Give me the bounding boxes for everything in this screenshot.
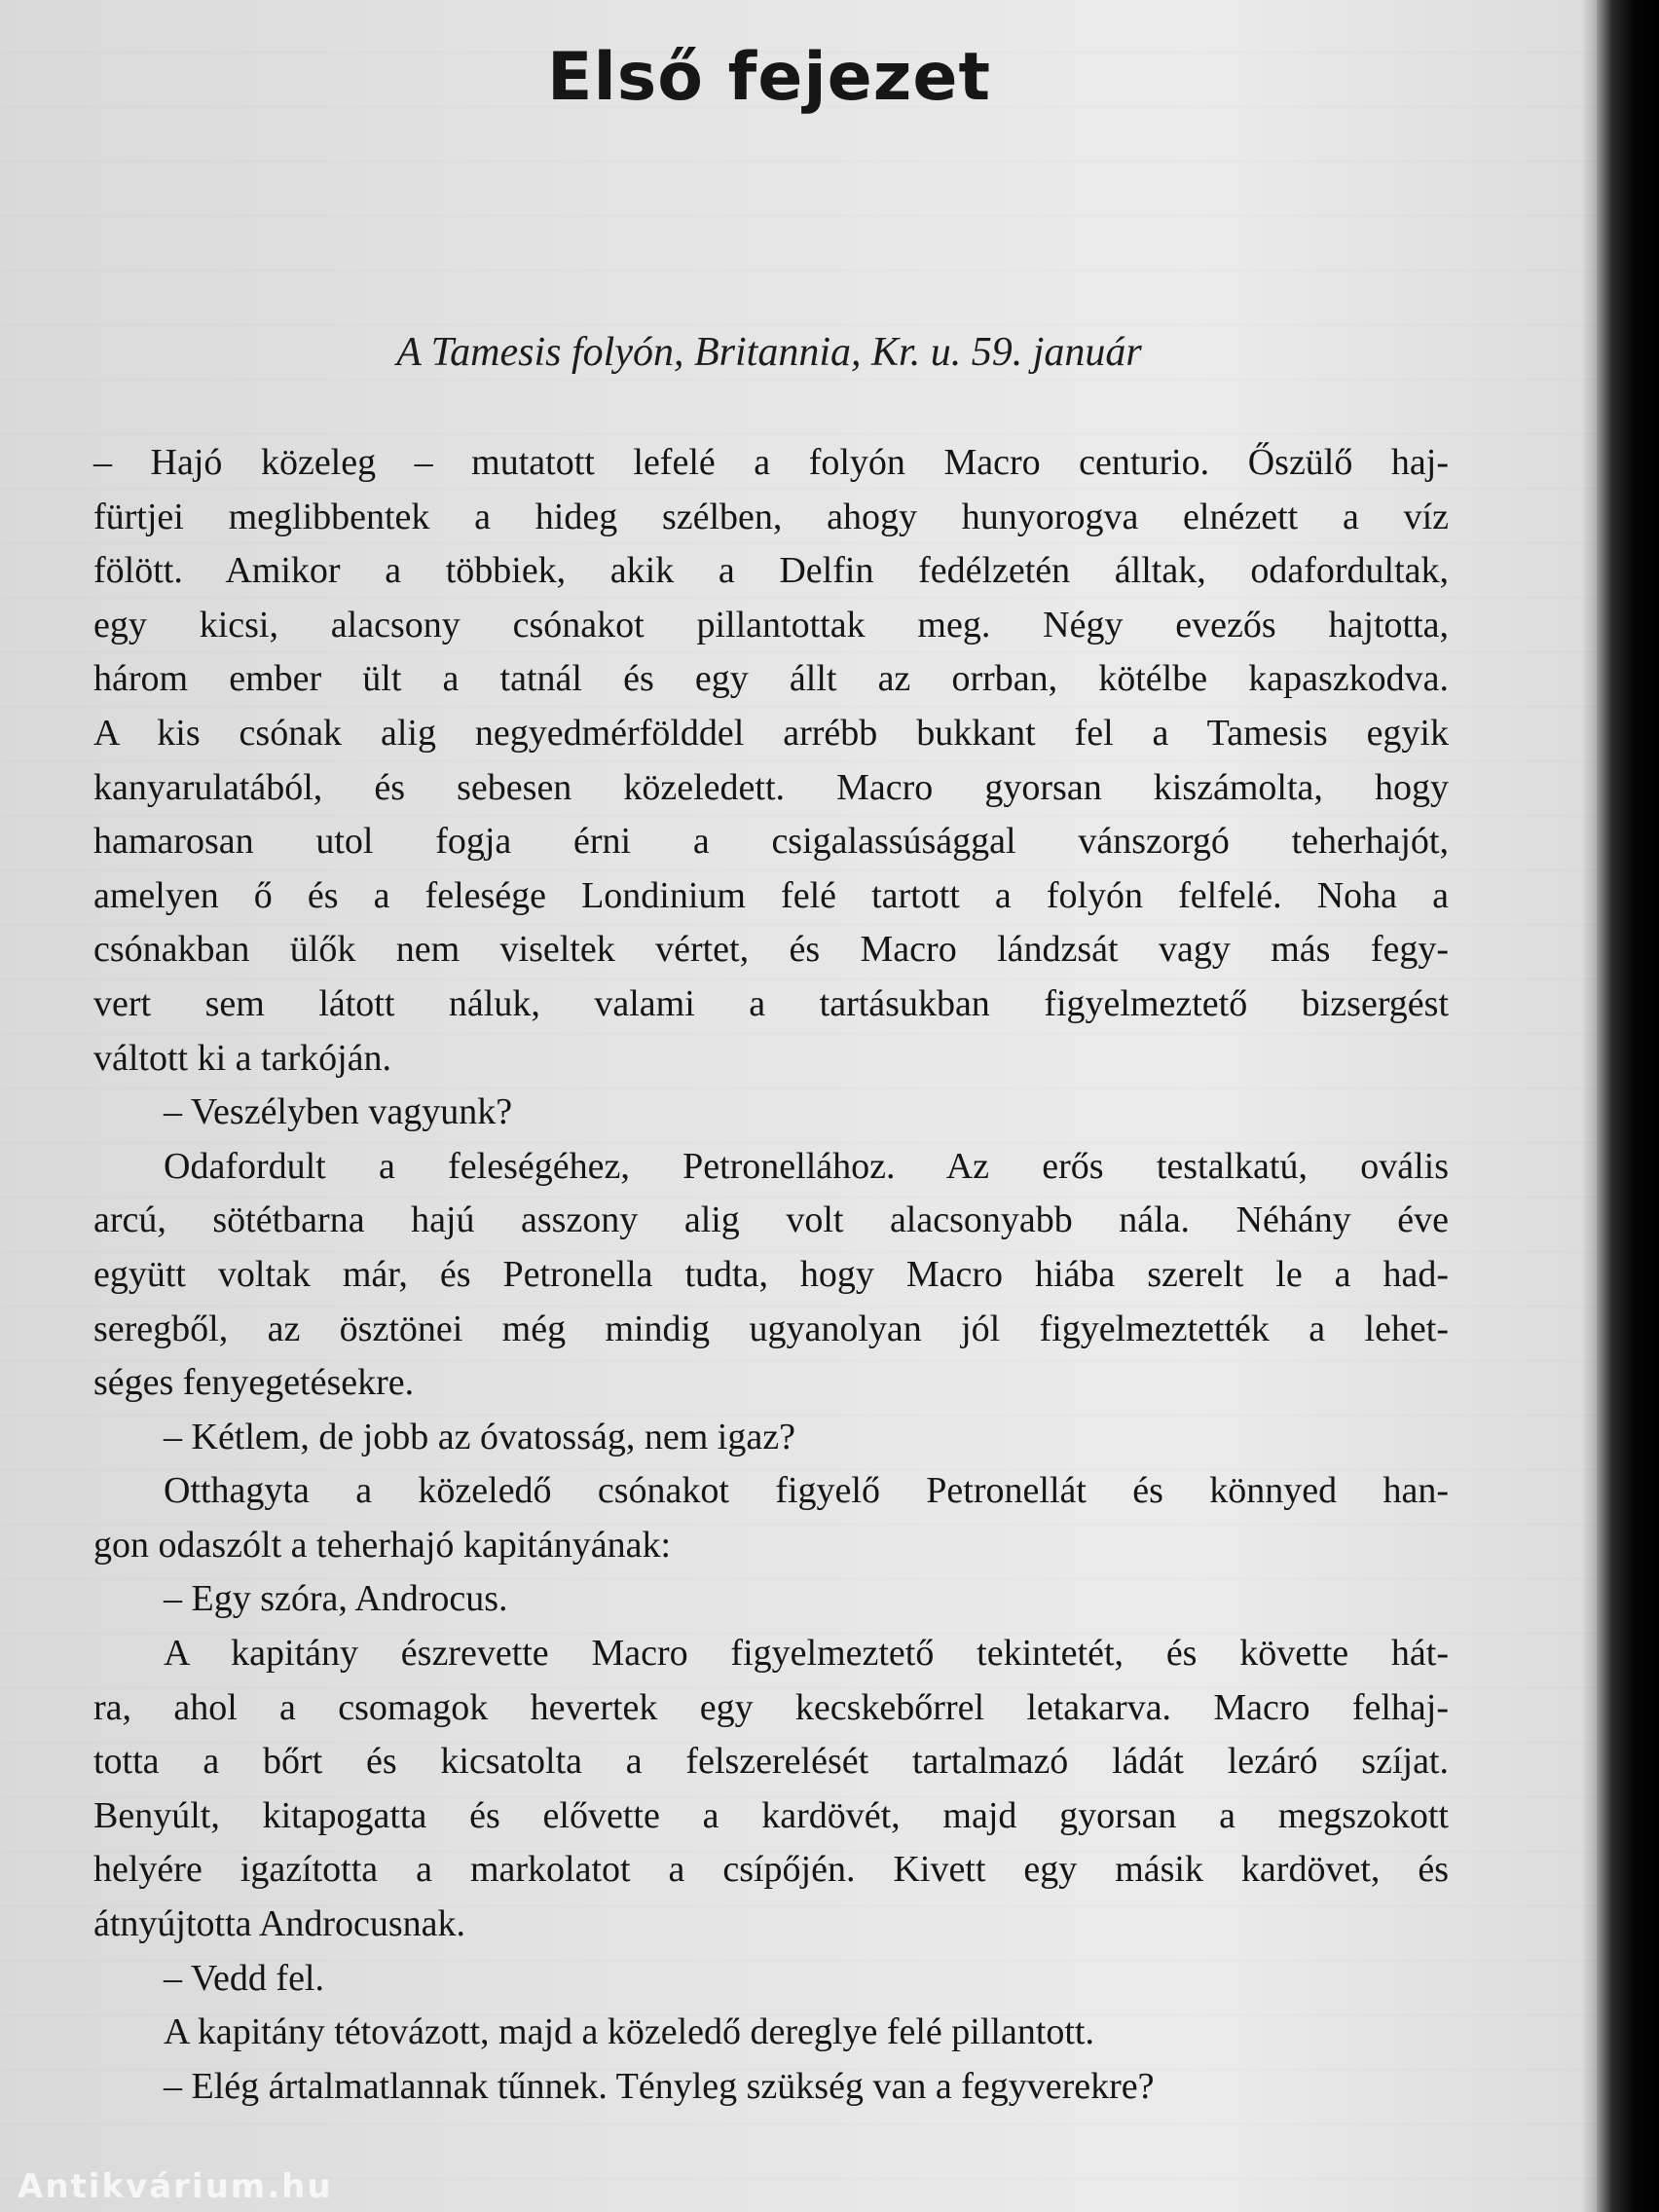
text-line: csónakban ülők nem viseltek vértet, és Macro lándzsát vagy más fegy- <box>93 929 1449 971</box>
text-line: három ember ült a tatnál és egy állt az orrban, kötélbe kapaszkodva. <box>93 658 1449 700</box>
text-line: – Veszélyben vagyunk? <box>164 1091 513 1133</box>
text-line: – Kétlem, de jobb az óvatosság, nem igaz? <box>164 1416 795 1457</box>
text-line: séges fenyegetésekre. <box>93 1362 415 1404</box>
text-line: fölött. Amikor a többiek, akik a Delfin fedélzetén álltak, odafordultak, <box>93 550 1449 592</box>
text-line: – Egy szóra, Androcus. <box>164 1578 508 1620</box>
text-line: – Elég ártalmatlannak tűnnek. Tényleg szükség van a fegyverekre? <box>164 2065 1155 2107</box>
chapter-epigraph: A Tamesis folyón, Britannia, Kr. u. 59. január <box>396 330 1142 375</box>
page-curve-shadow <box>1581 0 1597 2212</box>
text-line: Benyúlt, kitapogatta és elővette a kardövét, majd gyorsan a megszokott <box>93 1794 1449 1836</box>
text-line: ra, ahol a csomagok hevertek egy kecskebőrrel letakarva. Macro felhaj- <box>93 1686 1449 1728</box>
text-line: egy kicsi, alacsony csónakot pillantottak meg. Négy evezős hajtotta, <box>93 604 1449 645</box>
text-line: A kapitány tétovázott, majd a közeledő dereglye felé pillantott. <box>164 2011 1094 2053</box>
text-line: seregből, az ösztönei még mindig ugyanolyan jól figyelmeztették a lehet- <box>93 1308 1449 1349</box>
text-line: – Vedd fel. <box>164 1957 324 1999</box>
text-line: hamarosan utol fogja érni a csigalassúsággal vánszorgó teherhajót, <box>93 821 1449 863</box>
text-line: totta a bőrt és kicsatolta a felszerelését tartalmazó ládát lezáró szíjat. <box>93 1741 1449 1783</box>
text-line: A kapitány észrevette Macro figyelmeztető tekintetét, és követte hát- <box>164 1633 1449 1675</box>
text-line: fürtjei meglibbentek a hideg szélben, ahogy hunyorogva elnézett a víz <box>93 496 1449 537</box>
text-line: A kis csónak alig negyedmérfölddel arrébb bukkant fel a Tamesis egyik <box>93 712 1449 754</box>
text-line: gon odaszólt a teherhajó kapitányának: <box>93 1524 672 1566</box>
text-line: Odafordult a feleségéhez, Petronellához. Az erős testalkatú, ovális <box>164 1145 1449 1187</box>
chapter-title: Első fejezet <box>547 39 991 116</box>
text-line: amelyen ő és a felesége Londinium felé tartott a folyón felfelé. Noha a <box>93 874 1449 916</box>
book-spine-shadow <box>1597 0 1659 2212</box>
text-line: Otthagyta a közeledő csónakot figyelő Petronellát és könnyed han- <box>164 1470 1449 1512</box>
text-line: helyére igazította a markolatot a csípőjén. Kivett egy másik kardövet, és <box>93 1849 1449 1891</box>
text-line: vert sem látott náluk, valami a tartásukban figyelmeztető bizsergést <box>93 982 1449 1024</box>
text-line: együtt voltak már, és Petronella tudta, hogy Macro hiába szerelt le a had- <box>93 1253 1449 1295</box>
text-line: – Hajó közeleg – mutatott lefelé a folyón Macro centurio. Őszülő haj- <box>93 442 1449 483</box>
watermark: Antikvárium.hu <box>18 2167 333 2206</box>
text-line: váltott ki a tarkóján. <box>93 1037 392 1079</box>
body-text <box>93 436 1449 2114</box>
text-line: arcú, sötétbarna hajú asszony alig volt alacsonyabb nála. Néhány éve <box>93 1199 1449 1241</box>
text-line: kanyarulatából, és sebesen közeledett. Macro gyorsan kiszámolta, hogy <box>93 766 1449 808</box>
text-line: átnyújtotta Androcusnak. <box>93 1903 466 1945</box>
